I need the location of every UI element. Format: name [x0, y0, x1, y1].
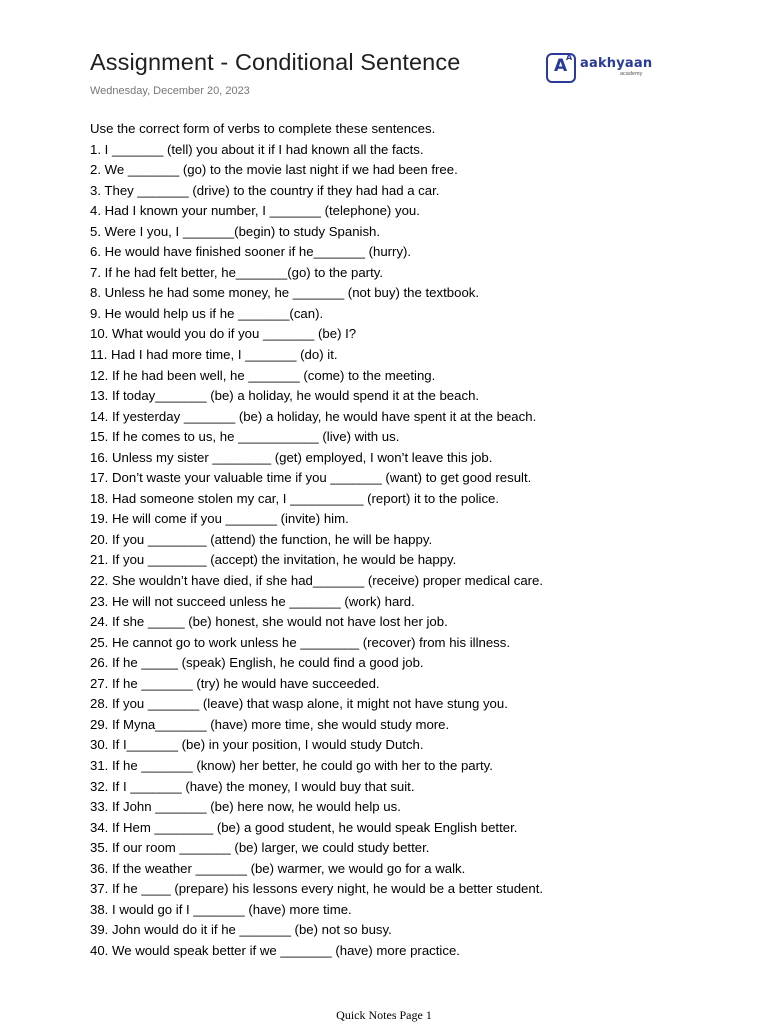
question-item: 25. He cannot go to work unless he ________ (recover) from his illness.: [90, 634, 511, 650]
aakhyaan-logo: [546, 51, 658, 87]
logo-letter: A: [554, 56, 568, 76]
page-date: Wednesday, December 20, 2023: [90, 85, 250, 97]
assignment-body: [90, 119, 710, 961]
question-item: 40. We would speak better if we _______ (have) more practice.: [90, 942, 460, 958]
question-item: 21. If you ________ (accept) the invitation, he would be happy.: [90, 552, 457, 568]
question-item: 20. If you ________ (attend) the function, he will be happy.: [90, 531, 433, 547]
question-item: 5. Were I you, I _______(begin) to study Spanish.: [90, 223, 381, 239]
question-item: 12. If he had been well, he _______ (come) to the meeting.: [90, 367, 436, 383]
question-item: 6. He would have finished sooner if he_______ (hurry).: [90, 244, 412, 260]
question-item: 13. If today_______ (be) a holiday, he would spend it at the beach.: [90, 388, 480, 404]
question-item: 2. We _______ (go) to the movie last night if we had been free.: [90, 162, 458, 178]
question-item: 14. If yesterday _______ (be) a holiday, he would have spent it at the beach.: [90, 408, 537, 424]
question-item: 36. If the weather _______ (be) warmer, we would go for a walk.: [90, 860, 466, 876]
question-item: 27. If he _______ (try) he would have succeeded.: [90, 675, 380, 691]
question-item: 4. Had I known your number, I _______ (telephone) you.: [90, 203, 420, 219]
question-item: 22. She wouldn’t have died, if she had_______ (receive) proper medical care.: [90, 573, 544, 589]
question-item: 28. If you _______ (leave) that wasp alone, it might not have stung you.: [90, 696, 508, 712]
question-item: 15. If he comes to us, he ___________ (live) with us.: [90, 429, 400, 445]
question-item: 10. What would you do if you _______ (be) I?: [90, 326, 357, 342]
question-item: 23. He will not succeed unless he _______ (work) hard.: [90, 593, 415, 609]
question-item: 19. He will come if you _______ (invite) him.: [90, 511, 349, 527]
question-item: 17. Don’t waste your valuable time if you _______ (want) to get good result.: [90, 470, 532, 486]
question-item: 39. John would do it if he _______ (be) not so busy.: [90, 922, 392, 938]
question-item: 7. If he had felt better, he_______(go) to the party.: [90, 264, 384, 280]
question-item: 1. I _______ (tell) you about it if I had known all the facts.: [90, 141, 424, 157]
question-item: 33. If John _______ (be) here now, he would help us.: [90, 799, 401, 815]
logo-mark: [546, 53, 576, 83]
logo-name: aakhyaan: [580, 56, 653, 71]
question-item: 16. Unless my sister ________ (get) employed, I won’t leave this job.: [90, 449, 493, 465]
question-item: 11. Had I had more time, I _______ (do) it.: [90, 347, 338, 363]
question-item: 35. If our room _______ (be) larger, we could study better.: [90, 840, 430, 856]
logo-letter-small: A: [566, 53, 573, 62]
question-item: 38. I would go if I _______ (have) more time.: [90, 901, 352, 917]
question-item: 30. If I_______ (be) in your position, I would study Dutch.: [90, 737, 424, 753]
question-list: [90, 140, 710, 962]
instructions: Use the correct form of verbs to complete these sentences.: [90, 121, 436, 136]
page-footer: Quick Notes Page 1: [336, 1008, 432, 1022]
question-item: 26. If he _____ (speak) English, he could find a good job.: [90, 655, 424, 671]
question-item: 37. If he ____ (prepare) his lessons every night, he would be a better student.: [90, 881, 544, 897]
question-item: 31. If he _______ (know) her better, he could go with her to the party.: [90, 757, 493, 773]
question-item: 3. They _______ (drive) to the country if they had had a car.: [90, 182, 440, 198]
question-item: 24. If she _____ (be) honest, she would not have lost her job.: [90, 614, 448, 630]
question-item: 18. Had someone stolen my car, I __________ (report) it to the police.: [90, 490, 500, 506]
question-item: 32. If I _______ (have) the money, I would buy that suit.: [90, 778, 415, 794]
question-item: 8. Unless he had some money, he _______ (not buy) the textbook.: [90, 285, 480, 301]
question-item: 29. If Myna_______ (have) more time, she would study more.: [90, 716, 450, 732]
logo-subtitle: academy: [620, 71, 643, 77]
question-item: 9. He would help us if he _______(can).: [90, 305, 324, 321]
question-item: 34. If Hem ________ (be) a good student, he would speak English better.: [90, 819, 518, 835]
page-title: Assignment - Conditional Sentence: [90, 49, 461, 75]
